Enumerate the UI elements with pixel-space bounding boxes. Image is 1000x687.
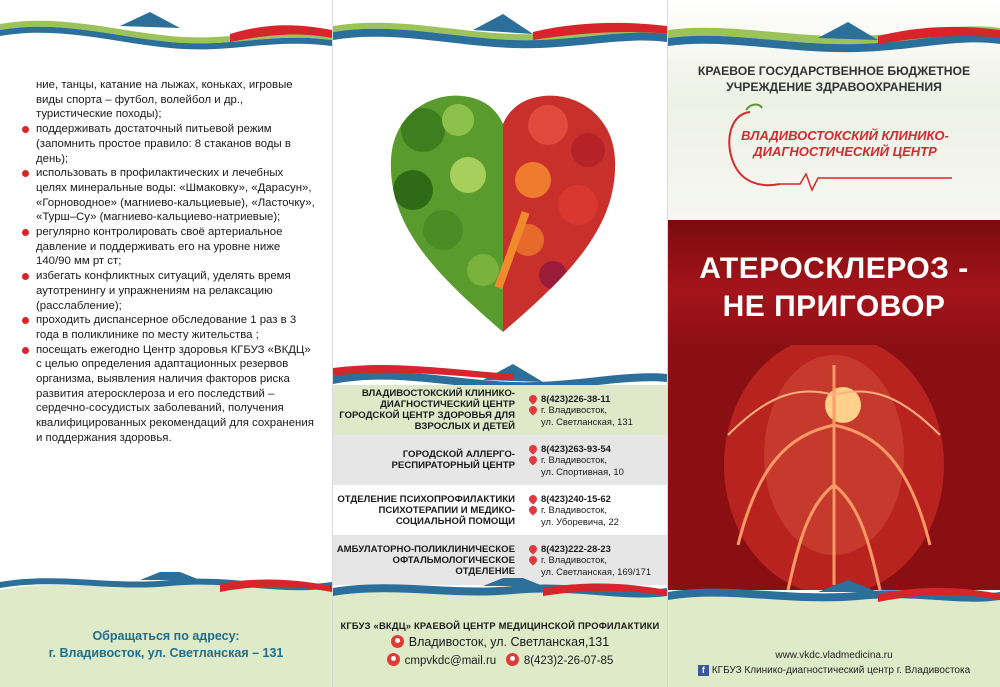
top-wave-decoration bbox=[668, 0, 1000, 60]
list-item-text: ние, танцы, катание на лыжах, коньках, игровые виды спорта – футбол, волейбол и др., туристические походы); bbox=[36, 79, 293, 121]
left-panel bbox=[0, 0, 332, 687]
middle-panel bbox=[333, 0, 667, 687]
phone-icon bbox=[527, 543, 538, 554]
facebook-link[interactable]: КГБУЗ Клинико-диагностический центр г. Владивостока bbox=[711, 665, 971, 676]
list-item bbox=[20, 269, 316, 313]
institution-line: КРАЕВОЕ ГОСУДАРСТВЕННОЕ БЮДЖЕТНОЕ bbox=[697, 64, 971, 78]
website-link[interactable]: www.vkdc.vladmedicina.ru bbox=[775, 650, 893, 661]
list-item bbox=[20, 225, 316, 269]
website-row bbox=[668, 648, 1000, 663]
phone-text: 8(423)222-28-23 bbox=[541, 542, 611, 554]
phone-text: 8(423)226-38-11 bbox=[541, 392, 611, 404]
list-item bbox=[20, 343, 316, 446]
contact-street: ул. Светланская, 131 bbox=[541, 415, 633, 427]
organization-footer bbox=[333, 620, 667, 667]
bullet-dot-icon bbox=[22, 170, 29, 177]
list-item bbox=[20, 78, 316, 122]
organization-name: КГБУЗ «ВКДЦ» КРАЕВОЙ ЦЕНТР МЕДИЦИНСКОЙ ПРОФИЛАКТИКИ bbox=[340, 620, 660, 631]
contact-city: г. Владивосток, bbox=[541, 404, 608, 416]
contact-address bbox=[0, 628, 332, 662]
phone-text: 8(423)240-15-62 bbox=[541, 492, 611, 504]
list-item-text: проходить диспансерное обследование 1 раз в 3 года в поликлинике по месту жительства ; bbox=[36, 314, 297, 341]
list-item bbox=[20, 166, 316, 225]
footer-address bbox=[333, 635, 667, 649]
bullet-dot-icon bbox=[22, 347, 29, 354]
bullet-dot-icon bbox=[22, 317, 29, 324]
map-pin-icon bbox=[527, 455, 538, 466]
bullet-dot-icon bbox=[22, 229, 29, 236]
contact-street: ул. Спортивная, 10 bbox=[541, 465, 624, 477]
recommendations-list bbox=[20, 78, 316, 446]
map-pin-icon bbox=[527, 405, 538, 416]
title-line: НЕ ПРИГОВОР bbox=[722, 290, 946, 323]
cover-panel bbox=[668, 0, 1000, 687]
bullet-dot-icon bbox=[22, 273, 29, 280]
email-icon bbox=[387, 653, 400, 666]
phone-icon bbox=[527, 393, 538, 404]
contact-name: ГОРОДСКОЙ АЛЛЕРГО-РЕСПИРАТОРНЫЙ ЦЕНТР bbox=[391, 449, 515, 471]
online-contacts bbox=[668, 648, 1000, 678]
bullet-dot-icon bbox=[22, 126, 29, 133]
logo-line: ДИАГНОСТИЧЕСКИЙ ЦЕНТР bbox=[753, 144, 937, 159]
phone-link[interactable]: 8(423)2-26-07-85 bbox=[523, 655, 614, 667]
contact-row bbox=[333, 485, 667, 535]
contact-phone[interactable] bbox=[529, 393, 667, 405]
map-pin-icon bbox=[527, 505, 538, 516]
contact-name: ОТДЕЛЕНИЕ ПСИХОПРОФИЛАКТИКИ ПСИХОТЕРАПИИ И МЕДИКО-СОЦИАЛЬНОЙ ПОМОЩИ bbox=[337, 493, 515, 527]
institution-line: УЧРЕЖДЕНИЕ ЗДРАВООХРАНЕНИЯ bbox=[726, 80, 942, 94]
logo-line: ВЛАДИВОСТОКСКИЙ КЛИНИКО- bbox=[741, 128, 949, 143]
contact-name: ВЛАДИВОСТОКСКИЙ КЛИНИКО-ДИАГНОСТИЧЕСКИЙ ЦЕНТР ГОРОДСКОЙ ЦЕНТР ЗДОРОВЬЯ ДЛЯ ВЗРОСЛЫХ И ДЕТЕЙ bbox=[339, 388, 515, 432]
contact-name: АМБУЛАТОРНО-ПОЛИКЛИНИЧЕСКОЕ ОФТАЛЬМОЛОГИЧЕСКОЕ ОТДЕЛЕНИЕ bbox=[336, 543, 515, 577]
contact-info bbox=[523, 393, 667, 428]
contact-info bbox=[523, 543, 667, 578]
list-item-text: поддерживать достаточный питьевой режим (запомнить простое правило: 8 стаканов воды в день); bbox=[36, 123, 291, 165]
heart-vegetables-image bbox=[383, 80, 623, 340]
list-item-text: регулярно контролировать своё артериальное давление и поддерживать его на уровне ниже 140/90 мм рт ст; bbox=[36, 226, 283, 268]
list-item-text: посещать ежегодно Центр здоровья КГБУЗ «ВКДЦ» с целью определения адаптационных резервов организма, выявления наличия факторов риска развития атеросклероза и его последствий – сердечно-сосудистых заболеваний, получения квалифицированных рекомендаций для сохранения и поддержания здоровья. bbox=[36, 343, 314, 444]
phone-icon bbox=[527, 443, 538, 454]
page-title bbox=[668, 250, 1000, 326]
email-link[interactable]: cmpvkdc@mail.ru bbox=[404, 655, 497, 667]
contact-phone[interactable] bbox=[529, 443, 667, 455]
map-pin-icon bbox=[391, 635, 404, 648]
contact-info bbox=[523, 443, 667, 478]
phone-icon bbox=[527, 493, 538, 504]
list-item-text: использовать в профилактических и лечебных целях минеральные воды: «Шмаковку», «Дарасун», «Горноводное» (магниево-кальциевые), «Ласточку», «Турш–Су» (магниево-кальциево-натриевые); bbox=[36, 167, 315, 224]
address-text: Владивосток, ул. Светланская,131 bbox=[408, 635, 610, 649]
address-label: Обращаться по адресу: bbox=[92, 629, 240, 643]
list-item bbox=[20, 313, 316, 342]
clinic-logo-text bbox=[738, 128, 952, 160]
phone-text: 8(423)263-93-54 bbox=[541, 442, 611, 454]
anatomy-vessels-image bbox=[668, 345, 1000, 590]
top-wave-decoration bbox=[333, 0, 667, 60]
map-pin-icon bbox=[527, 555, 538, 566]
contact-row bbox=[333, 435, 667, 485]
contact-phone[interactable] bbox=[529, 543, 667, 555]
address-value: г. Владивосток, ул. Светланская – 131 bbox=[48, 646, 284, 660]
contact-phone[interactable] bbox=[529, 493, 667, 505]
contact-street: ул. Светланская, 169/171 bbox=[541, 565, 652, 577]
list-item-text: избегать конфликтных ситуаций, уделять время аутотренингу и упражнениям на релаксацию (расслабление); bbox=[36, 270, 291, 312]
facebook-row bbox=[668, 663, 1000, 678]
contact-info bbox=[523, 493, 667, 528]
title-line: АТЕРОСКЛЕРОЗ - bbox=[699, 252, 969, 285]
phone-icon bbox=[506, 653, 519, 666]
top-wave-decoration bbox=[0, 0, 332, 60]
list-item bbox=[20, 122, 316, 166]
contact-city: г. Владивосток, bbox=[541, 554, 608, 566]
contacts-list bbox=[333, 385, 667, 585]
contact-city: г. Владивосток, bbox=[541, 454, 608, 466]
contact-row bbox=[333, 385, 667, 435]
institution-name bbox=[668, 63, 1000, 95]
contact-street: ул. Уборевича, 22 bbox=[541, 515, 619, 527]
footer-contacts bbox=[333, 653, 667, 667]
contact-city: г. Владивосток, bbox=[541, 504, 608, 516]
facebook-icon: f bbox=[698, 665, 709, 676]
